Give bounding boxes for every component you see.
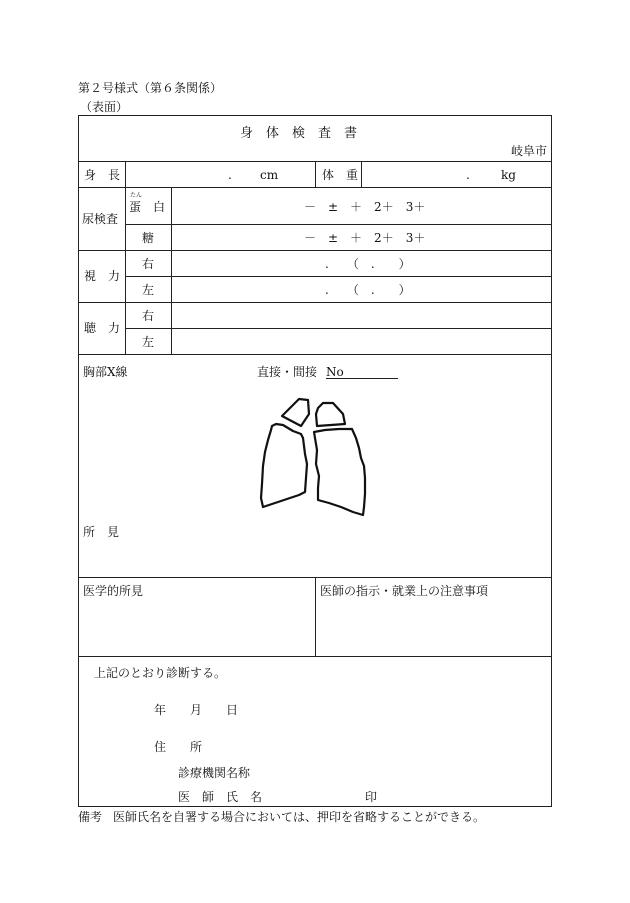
hearing-right-label: 右 xyxy=(142,309,155,323)
form-title: 身 体 検 査 書 xyxy=(240,126,358,141)
height-label: 身 長 xyxy=(84,168,121,182)
weight-label: 体 重 xyxy=(322,168,359,182)
left-upper-lobe xyxy=(282,399,309,426)
chest-xray-label: 胸部X線 xyxy=(83,365,128,379)
vision-left-label: 左 xyxy=(142,283,155,297)
remarks-text: 医師氏名を自署する場合においては、押印を省略することができる。 xyxy=(113,810,486,824)
hearing-left-label: 左 xyxy=(142,335,155,349)
seal-mark: 印 xyxy=(365,790,378,804)
protein-ruby: たん xyxy=(130,192,143,199)
xray-number-underline xyxy=(326,378,398,379)
address-label: 住 所 xyxy=(154,740,203,754)
vision-left-value: . （ . ） xyxy=(325,283,411,297)
sugar-label: 糖 xyxy=(142,231,155,245)
left-lung xyxy=(261,424,307,507)
vision-label: 視 力 xyxy=(84,269,121,283)
right-lung xyxy=(314,429,365,515)
hearing-label: 聴 力 xyxy=(84,321,121,335)
sugar-scale: － ± ＋ 2＋ 3＋ xyxy=(304,231,426,245)
institution-name-label: 診療機関名称 xyxy=(178,766,251,780)
findings-label: 所 見 xyxy=(83,525,120,539)
lung-diagram xyxy=(255,394,375,519)
vision-right-value: . （ . ） xyxy=(325,257,411,271)
form-side-label: （表面） xyxy=(80,100,129,114)
vision-right-label: 右 xyxy=(142,257,155,271)
certification-date: 年 月 日 xyxy=(154,703,239,717)
doctor-name-label: 医 師 氏 名 xyxy=(178,790,263,804)
right-upper-lobe xyxy=(316,403,345,426)
xray-number-label: No xyxy=(326,365,344,379)
weight-unit: kg xyxy=(501,168,516,182)
medical-findings-label: 医学的所見 xyxy=(83,584,144,598)
protein-scale: － ± ＋ 2＋ 3＋ xyxy=(304,200,426,214)
remarks-label: 備考 xyxy=(78,810,103,824)
weight-decimal-dot: . xyxy=(466,168,470,182)
xray-method: 直接・間接 xyxy=(257,365,318,379)
city-name: 岐阜市 xyxy=(511,144,548,158)
doctor-instructions-label: 医師の指示・就業上の注意事項 xyxy=(320,584,489,598)
height-decimal-dot: . xyxy=(228,168,232,182)
certification-statement: 上記のとおり診断する。 xyxy=(94,666,227,680)
urine-test-label: 尿検査 xyxy=(82,212,119,226)
form-style-number: 第２号様式（第６条関係） xyxy=(78,81,223,95)
height-unit: cm xyxy=(260,168,279,182)
protein-label: 蛋 白 xyxy=(129,200,166,214)
